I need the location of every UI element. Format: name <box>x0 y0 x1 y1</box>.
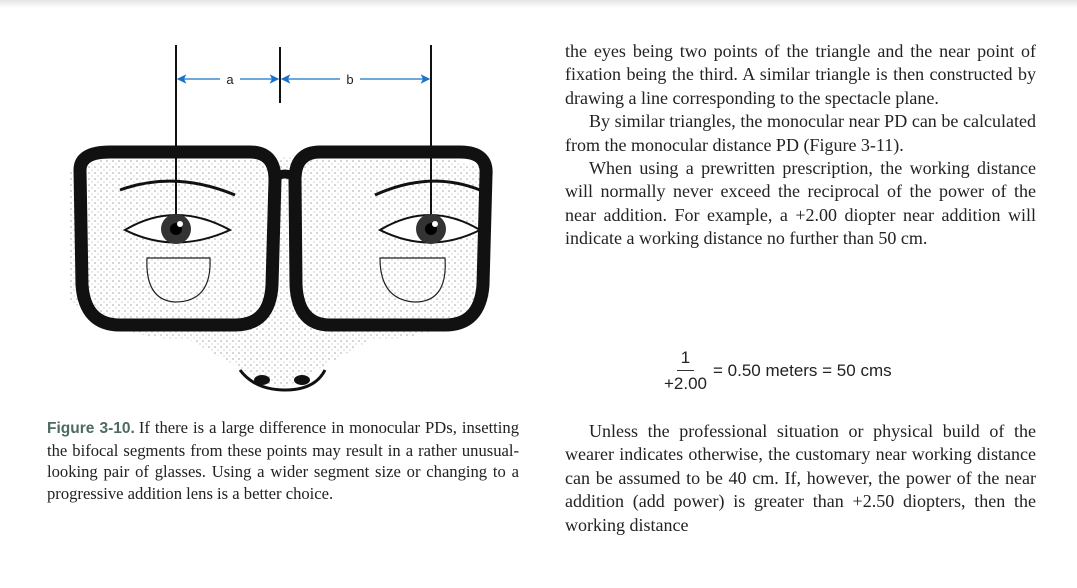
glasses-illustration <box>40 40 500 410</box>
paragraph-2: By similar triangles, the monocular near PD can be calculated from the monocular distance PD (Figure 3-11). <box>565 111 1036 155</box>
figure-caption <box>47 417 519 504</box>
paragraph-4: Unless the professional situation or physical build of the wearer indicates otherwise, the customary near working distance can be assumed to be 40 cm. If, however, the power of the near addition (add power) is greater than +2.50 diopters, then the working distance <box>565 421 1036 535</box>
body-column-bottom <box>565 420 1036 537</box>
denominator: +2.00 <box>664 374 708 393</box>
numerator: 1 <box>677 348 694 371</box>
paragraph-1: the eyes being two points of the triangle and the near point of fixation being the third. A similar triangle is then constructed by drawing a line corresponding to the spectacle plane. <box>565 41 1036 108</box>
figure-caption-label: Figure 3-10. <box>47 420 135 437</box>
equation-result: = 0.50 meters = 50 cms <box>713 361 892 380</box>
figure-caption-text: If there is a large difference in monocular PDs, insetting the bifocal segments from these points may result in a rather unusual-looking pair of glasses. Using a wider segment size or changing to a progressive addition lens is a better choice. <box>47 418 519 503</box>
body-column-top <box>565 40 1036 251</box>
paragraph-3: When using a prewritten prescription, the working distance will normally never exceed the reciprocal of the power of the near addition. For example, a +2.00 diopter near addition will indicate a working distance no further than 50 cm. <box>565 158 1036 249</box>
fraction <box>664 348 707 394</box>
label-a: a <box>226 72 234 87</box>
label-b: b <box>346 72 354 87</box>
page-top-edge <box>0 0 1077 8</box>
equation <box>664 348 892 394</box>
